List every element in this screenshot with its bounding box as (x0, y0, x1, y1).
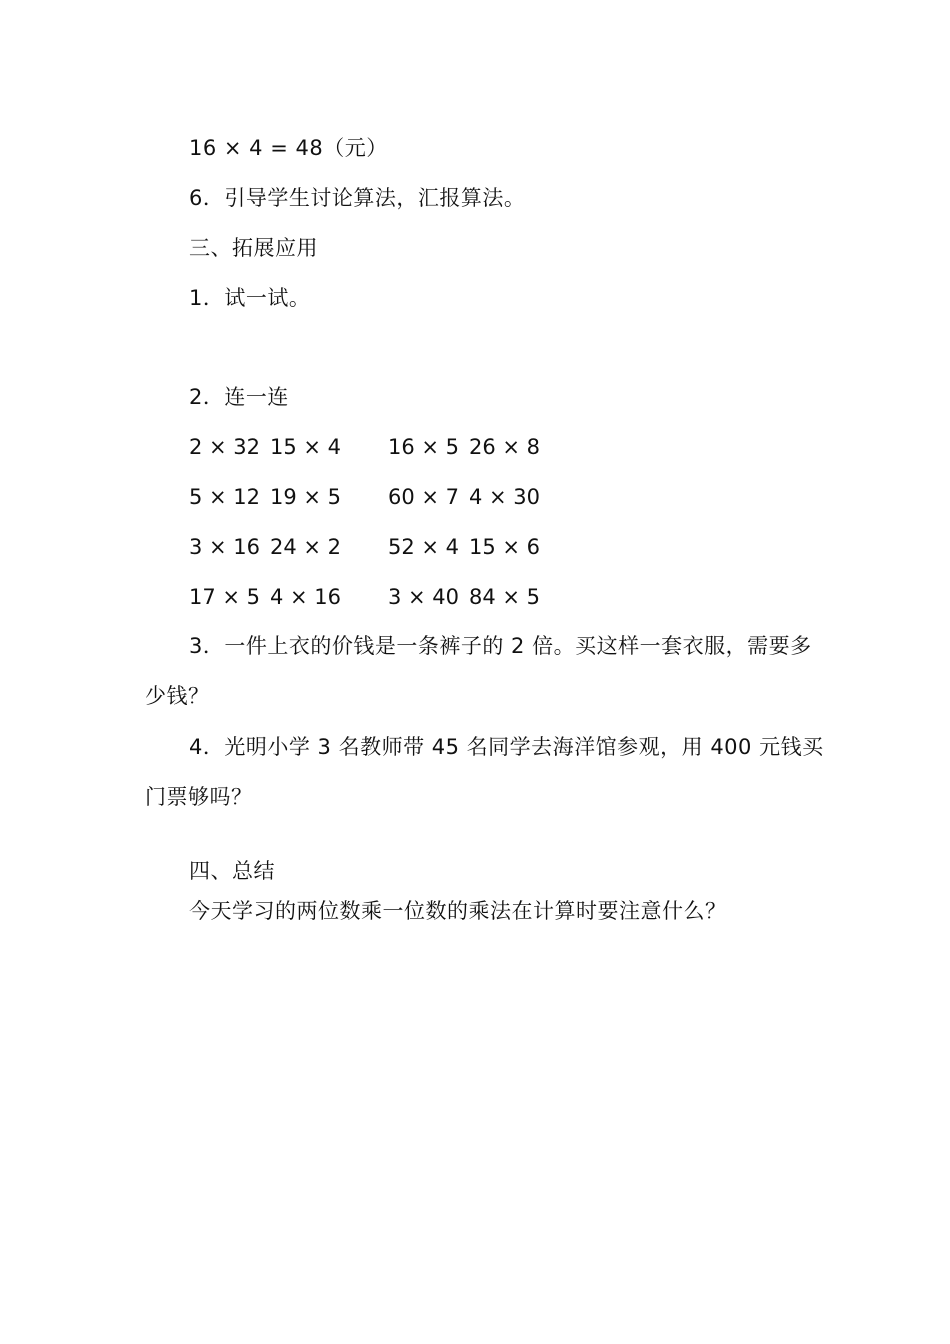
match-cell: 4 × 30 (469, 485, 541, 509)
match-cell: 52 × 4 (388, 535, 460, 559)
match-cell: 3 × 40 (388, 585, 460, 609)
match-cell: 16 × 5 (388, 435, 460, 459)
step-6: 6．引导学生讨论算法，汇报算法。 (189, 186, 526, 210)
match-cell: 4 × 16 (270, 585, 342, 609)
item-4-line-2: 门票够吗？ (145, 785, 253, 809)
match-cell: 5 × 12 (189, 485, 261, 509)
match-cell: 19 × 5 (270, 485, 342, 509)
item-4-line-1: 4．光明小学 3 名教师带 45 名同学去海洋馆参观，用 400 元钱买 (189, 735, 824, 759)
match-cell: 84 × 5 (469, 585, 541, 609)
match-cell: 17 × 5 (189, 585, 261, 609)
calc-line: 16 × 4 = 48（元） (189, 136, 388, 160)
match-cell: 3 × 16 (189, 535, 261, 559)
item-3-line-1: 3．一件上衣的价钱是一条裤子的 2 倍。买这样一套衣服，需要多 (189, 634, 812, 658)
item-1: 1．试一试。 (189, 286, 311, 310)
match-cell: 15 × 4 (270, 435, 342, 459)
summary-question: 今天学习的两位数乘一位数的乘法在计算时要注意什么？ (189, 899, 727, 923)
match-cell: 24 × 2 (270, 535, 342, 559)
match-cell: 26 × 8 (469, 435, 541, 459)
section-3-title: 三、拓展应用 (189, 236, 318, 260)
match-cell: 15 × 6 (469, 535, 541, 559)
match-cell: 2 × 32 (189, 435, 261, 459)
item-3-line-2: 少钱？ (145, 684, 210, 708)
item-2: 2．连一连 (189, 385, 289, 409)
match-cell: 60 × 7 (388, 485, 460, 509)
section-4-title: 四、总结 (189, 859, 275, 883)
